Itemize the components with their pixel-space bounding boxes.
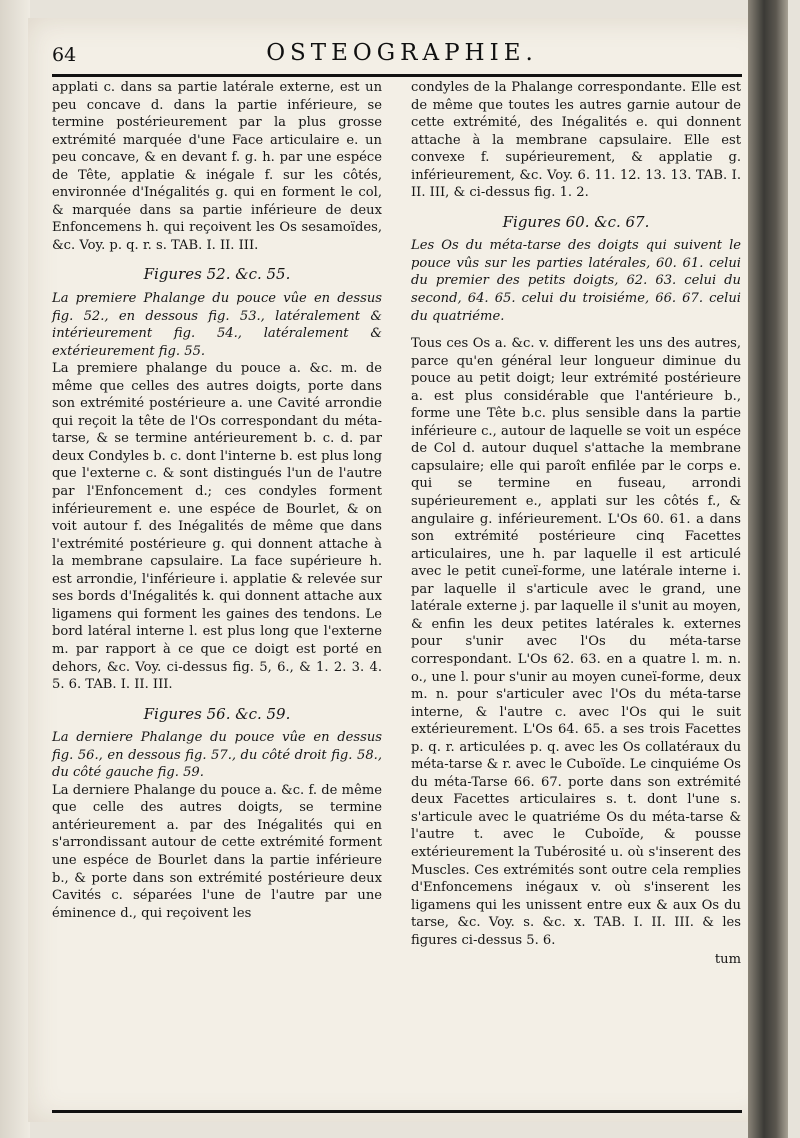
right-column — [411, 79, 741, 969]
paragraph: Tous ces Os a. &c. v. different les uns des autres, parce qu'en général leur longueur diminue du pouce au petit doigt; leur extrémité postérieure a. est plus considérable que l'antérieure b., forme une Tête b.c. plus sensible dans la partie inférieure c., autour de laquelle se voit un espéce de Col d. autour duquel s'attache la membrane capsulaire; elle qui paroît enfilée par le corps e. qui se termine en fuseau, arrondi supérieurement e., applati sur les côtés f., & angulaire g. inférieurement. L'Os 60. 61. a dans son extrémité postérieure cinq Facettes articulaires, une h. par laquelle il est articulé avec le petit cuneï-forme, une latérale interne i. par laquelle il s'articule avec le grand, une latérale externe j. par laquelle il s'unit au moyen, & enfin les deux petites latérales k. externes pour s'unir avec l'Os du méta-tarse correspondant. L'Os 62. 63. en a quatre l. m. n. o., une l. pour s'unir au moyen cuneï-forme, deux m. n. pour s'articuler avec l'Os du méta-tarse interne, & l'autre c. avec l'Os qui le suit extérieurement. L'Os 64. 65. a ses trois Facettes p. q. r. articulées p. q. avec les Os collatéraux du méta-tarse & r. avec le Cuboïde. Le cinquiéme Os du méta-Tarse 66. 67. porte dans son extrémité deux Facettes articulaires s. t. dont l'une s. s'articule avec le quatriéme Os du méta-tarse & l'autre t. avec le Cuboïde, & pousse extérieurement la Tubérosité u. où s'inserent des Muscles. Ces extrémités sont outre cela remplies d'Enfoncemens inégaux v. où s'inserent les ligamens qui les unissent entre eux & aux Os du tarse, &c. Voy. s. &c. x. TAB. I. II. III. & les figures ci-dessus 5. 6. — [411, 336, 741, 948]
footer-rule — [52, 1110, 742, 1113]
figure-heading: Figures 56. &c. 59. — [143, 704, 291, 723]
figure-caption: La premiere Phalange du pouce vûe en dessus fig. 52., en dessous fig. 53., latéralement & intérieurement fig. 54., latéralement & extérieurement fig. 55. — [52, 291, 382, 359]
figure-caption: Les Os du méta-tarse des doigts qui suivent le pouce vûs sur les parties latérales, 60. 61. celui du premier des petits doigts, 62. 63. celui du second, 64. 65. celui du troisiéme, 66. 67. celui du quatriéme. — [411, 238, 741, 324]
page-header — [52, 40, 752, 76]
paragraph: La premiere phalange du pouce a. &c. m. de même que celles des autres doigts, porte dans son extrémité postérieure a. une Cavité arrondie qui reçoit la tête de l'Os correspondant du méta-tarse, & se termine antérieurement b. c. d. par deux Condyles b. c. dont l'interne b. est plus long que l'externe c. & sont distingués l'un de l'autre par l'Enfoncement d.; ces condyles forment inférieurement e. une espéce de Bourlet, & on voit autour f. des Inégalités de même que dans l'extrémité postérieure g. qui donnent attache à la membrane capsulaire. La face supérieure h. est arrondie, l'inférieure i. applatie & relevée sur ses bords d'Inégalités k. qui donnent attache aux ligamens qui forment les gaines des tendons. Le bord latéral interne l. est plus long que l'externe m. par rapport à ce que ce doigt est porté en dehors, &c. Voy. ci-dessus fig. 5, 6., & 1. 2. 3. 4. 5. 6. TAB. I. II. III. — [52, 361, 382, 693]
figure-heading: Figures 52. &c. 55. — [143, 265, 291, 284]
paragraph: condyles de la Phalange correspondante. Elle est de même que toutes les autres garnie autour de cette extrémité, des Inégalités e. qui donnent attache à la membrane capsulaire. Elle est convexe f. supérieurement, & applatie g. inférieurement, &c. Voy. 6. 11. 12. 13. 13. TAB. I. II. III, & ci-dessus fig. 1. 2. — [411, 80, 741, 201]
page-number: 64 — [52, 44, 77, 66]
paragraph: La derniere Phalange du pouce a. &c. f. de même que celle des autres doigts, se termine antérieurement a. par des Inégalités qui en s'arrondissant autour de cette extrémité forment une espéce de Bourlet dans la partie inférieure b., & porte dans son extrémité postérieure deux Cavités c. séparées l'une de l'autre par une éminence d., qui reçoivent les — [52, 782, 382, 921]
paragraph: applati c. dans sa partie latérale externe, est un peu concave d. dans la partie inférieure, se termine postérieurement par la plus grosse extrémité marquée d'une Face articulaire e. un peu concave, & en devant f. g. h. par une espéce de Tête, applatie & inégale f. sur les côtés, environnée d'Inégalités g. qui en forment le col, & marquée dans sa partie inférieure de deux Enfoncemens h. qui reçoivent les Os sesamoïdes, &c. Voy. p. q. r. s. TAB. I. II. III. — [52, 80, 382, 253]
left-column — [52, 79, 382, 922]
figure-caption: La derniere Phalange du pouce vûe en dessus fig. 56., en dessous fig. 57., du côté droit fig. 58., du côté gauche fig. 59. — [52, 730, 382, 781]
running-title: OSTEOGRAPHIE. — [266, 40, 538, 66]
header-rule — [52, 74, 742, 77]
page-gutter-left — [0, 0, 30, 1138]
book-spine-edge — [748, 0, 788, 1138]
catchword: tum — [714, 952, 741, 968]
figure-heading: Figures 60. &c. 67. — [502, 212, 650, 231]
